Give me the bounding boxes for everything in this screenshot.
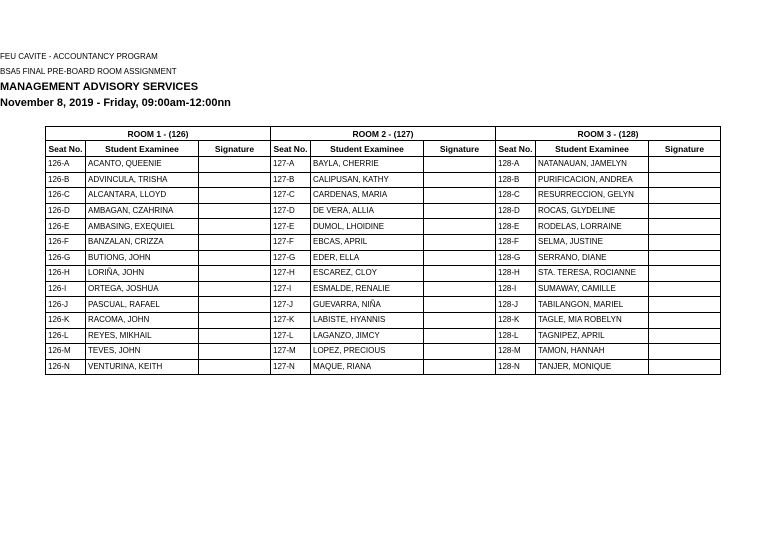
room-2-header: ROOM 2 - (127) — [271, 127, 496, 141]
seat-number: 128-B — [496, 172, 536, 188]
seat-number: 126-I — [46, 281, 86, 297]
signature-cell[interactable] — [424, 344, 496, 360]
table-row — [46, 157, 721, 173]
signature-cell[interactable] — [199, 188, 271, 204]
student-name: ALCANTARA, LLOYD — [86, 188, 199, 204]
assignment-heading: BSA5 FINAL PRE-BOARD ROOM ASSIGNMENT — [0, 67, 177, 76]
room-3-header: ROOM 3 - (128) — [496, 127, 721, 141]
signature-cell[interactable] — [649, 172, 721, 188]
student-name: DE VERA, ALLIA — [311, 203, 424, 219]
table-row — [46, 219, 721, 235]
signature-cell[interactable] — [649, 266, 721, 282]
signature-cell[interactable] — [649, 312, 721, 328]
student-name: ROCAS, GLYDELINE — [536, 203, 649, 219]
seat-number: 127-B — [271, 172, 311, 188]
room-assignment-table — [45, 126, 721, 375]
student-name: REYES, MIKHAIL — [86, 328, 199, 344]
student-name: CARDENAS, MARIA — [311, 188, 424, 204]
signature-cell[interactable] — [199, 266, 271, 282]
seat-number: 128-M — [496, 344, 536, 360]
signature-header: Signature — [199, 141, 271, 157]
table-row — [46, 312, 721, 328]
student-name: EBCAS, APRIL — [311, 234, 424, 250]
seat-number: 128-C — [496, 188, 536, 204]
seat-number: 128-F — [496, 234, 536, 250]
signature-cell[interactable] — [424, 234, 496, 250]
seat-number: 127-E — [271, 219, 311, 235]
seat-number: 126-F — [46, 234, 86, 250]
signature-cell[interactable] — [424, 359, 496, 375]
student-name: AMBASING, EXEQUIEL — [86, 219, 199, 235]
seat-number: 127-N — [271, 359, 311, 375]
student-name: ESCAREZ, CLOY — [311, 266, 424, 282]
student-name: PASCUAL, RAFAEL — [86, 297, 199, 313]
signature-cell[interactable] — [424, 219, 496, 235]
signature-cell[interactable] — [649, 359, 721, 375]
student-name: MAQUE, RIANA — [311, 359, 424, 375]
student-name: LAGANZO, JIMCY — [311, 328, 424, 344]
student-name: TAGNIPEZ, APRIL — [536, 328, 649, 344]
student-name: TABILANGON, MARIEL — [536, 297, 649, 313]
student-name: PURIFICACION, ANDREA — [536, 172, 649, 188]
seat-number: 128-K — [496, 312, 536, 328]
signature-cell[interactable] — [199, 203, 271, 219]
exam-schedule: November 8, 2019 - Friday, 09:00am-12:00nn — [0, 97, 231, 109]
signature-cell[interactable] — [199, 281, 271, 297]
student-name: VENTURINA, KEITH — [86, 359, 199, 375]
student-name: TAGLE, MIA ROBELYN — [536, 312, 649, 328]
seat-number: 128-G — [496, 250, 536, 266]
student-name: RODELAS, LORRAINE — [536, 219, 649, 235]
seat-number: 126-M — [46, 344, 86, 360]
seat-number: 127-J — [271, 297, 311, 313]
signature-cell[interactable] — [424, 266, 496, 282]
signature-cell[interactable] — [424, 312, 496, 328]
seat-number: 126-E — [46, 219, 86, 235]
seat-number: 126-A — [46, 157, 86, 173]
seat-number: 128-A — [496, 157, 536, 173]
student-name: SERRANO, DIANE — [536, 250, 649, 266]
student-name: SELMA, JUSTINE — [536, 234, 649, 250]
signature-cell[interactable] — [199, 250, 271, 266]
table-row — [46, 234, 721, 250]
student-name: TAMON, HANNAH — [536, 344, 649, 360]
student-name: BAYLA, CHERRIE — [311, 157, 424, 173]
student-name: TEVES, JOHN — [86, 344, 199, 360]
seat-number: 126-D — [46, 203, 86, 219]
subject-title: MANAGEMENT ADVISORY SERVICES — [0, 81, 199, 93]
student-name: NATANAUAN, JAMELYN — [536, 157, 649, 173]
table-row — [46, 172, 721, 188]
signature-cell[interactable] — [199, 157, 271, 173]
seat-number: 127-A — [271, 157, 311, 173]
signature-cell[interactable] — [199, 328, 271, 344]
seat-number: 128-J — [496, 297, 536, 313]
seat-number: 127-K — [271, 312, 311, 328]
signature-cell[interactable] — [199, 297, 271, 313]
seat-number: 128-I — [496, 281, 536, 297]
table-row — [46, 250, 721, 266]
student-name: STA. TERESA, ROCIANNE — [536, 266, 649, 282]
student-name: LORIÑA, JOHN — [86, 266, 199, 282]
seat-number: 127-M — [271, 344, 311, 360]
student-name: LOPEZ, PRECIOUS — [311, 344, 424, 360]
seat-no-header: Seat No. — [271, 141, 311, 157]
seat-number: 126-N — [46, 359, 86, 375]
seat-number: 126-C — [46, 188, 86, 204]
signature-cell[interactable] — [649, 250, 721, 266]
student-name: LABISTE, HYANNIS — [311, 312, 424, 328]
seat-number: 126-B — [46, 172, 86, 188]
seat-no-header: Seat No. — [496, 141, 536, 157]
student-name: RACOMA, JOHN — [86, 312, 199, 328]
table-row — [46, 203, 721, 219]
student-name: RESURRECCION, GELYN — [536, 188, 649, 204]
signature-cell[interactable] — [649, 203, 721, 219]
student-examinee-header: Student Examinee — [86, 141, 199, 157]
signature-cell[interactable] — [199, 344, 271, 360]
signature-cell[interactable] — [424, 172, 496, 188]
seat-number: 128-H — [496, 266, 536, 282]
signature-cell[interactable] — [199, 172, 271, 188]
signature-cell[interactable] — [649, 328, 721, 344]
signature-cell[interactable] — [649, 344, 721, 360]
seat-number: 128-D — [496, 203, 536, 219]
signature-cell[interactable] — [424, 297, 496, 313]
student-examinee-header: Student Examinee — [536, 141, 649, 157]
seat-number: 127-I — [271, 281, 311, 297]
table-row — [46, 297, 721, 313]
seat-number: 128-E — [496, 219, 536, 235]
student-name: TANJER, MONIQUE — [536, 359, 649, 375]
signature-cell[interactable] — [199, 312, 271, 328]
student-name: CALIPUSAN, KATHY — [311, 172, 424, 188]
signature-header: Signature — [424, 141, 496, 157]
student-name: BANZALAN, CRIZZA — [86, 234, 199, 250]
student-name: ACANTO, QUEENIE — [86, 157, 199, 173]
seat-number: 127-H — [271, 266, 311, 282]
table-row — [46, 266, 721, 282]
signature-cell[interactable] — [649, 219, 721, 235]
student-name: ADVINCULA, TRISHA — [86, 172, 199, 188]
signature-cell[interactable] — [649, 157, 721, 173]
signature-cell[interactable] — [424, 157, 496, 173]
signature-cell[interactable] — [649, 234, 721, 250]
student-name: BUTIONG, JOHN — [86, 250, 199, 266]
student-name: AMBAGAN, CZAHRINA — [86, 203, 199, 219]
room-1-header: ROOM 1 - (126) — [46, 127, 271, 141]
student-name: EDER, ELLA — [311, 250, 424, 266]
student-name: SUMAWAY, CAMILLE — [536, 281, 649, 297]
student-name: ESMALDE, RENALIE — [311, 281, 424, 297]
student-examinee-header: Student Examinee — [311, 141, 424, 157]
table-row — [46, 188, 721, 204]
signature-cell[interactable] — [424, 203, 496, 219]
signature-cell[interactable] — [199, 219, 271, 235]
signature-cell[interactable] — [649, 188, 721, 204]
signature-cell[interactable] — [424, 188, 496, 204]
seat-number: 127-F — [271, 234, 311, 250]
table-row — [46, 328, 721, 344]
seat-number: 126-L — [46, 328, 86, 344]
signature-cell[interactable] — [424, 328, 496, 344]
seat-number: 127-L — [271, 328, 311, 344]
signature-cell[interactable] — [649, 297, 721, 313]
table-row — [46, 344, 721, 360]
seat-number: 126-G — [46, 250, 86, 266]
signature-cell[interactable] — [199, 359, 271, 375]
seat-number: 127-G — [271, 250, 311, 266]
table-row — [46, 359, 721, 375]
signature-cell[interactable] — [649, 281, 721, 297]
student-name: GUEVARRA, NIÑA — [311, 297, 424, 313]
seat-number: 128-N — [496, 359, 536, 375]
student-name: ORTEGA, JOSHUA — [86, 281, 199, 297]
seat-number: 126-H — [46, 266, 86, 282]
seat-no-header: Seat No. — [46, 141, 86, 157]
signature-cell[interactable] — [424, 281, 496, 297]
signature-cell[interactable] — [424, 250, 496, 266]
seat-number: 127-D — [271, 203, 311, 219]
seat-number: 126-J — [46, 297, 86, 313]
table-row — [46, 281, 721, 297]
seat-number: 126-K — [46, 312, 86, 328]
program-heading: FEU CAVITE - ACCOUNTANCY PROGRAM — [0, 52, 158, 61]
seat-number: 127-C — [271, 188, 311, 204]
signature-cell[interactable] — [199, 234, 271, 250]
seat-number: 128-L — [496, 328, 536, 344]
student-name: DUMOL, LHOIDINE — [311, 219, 424, 235]
signature-header: Signature — [649, 141, 721, 157]
